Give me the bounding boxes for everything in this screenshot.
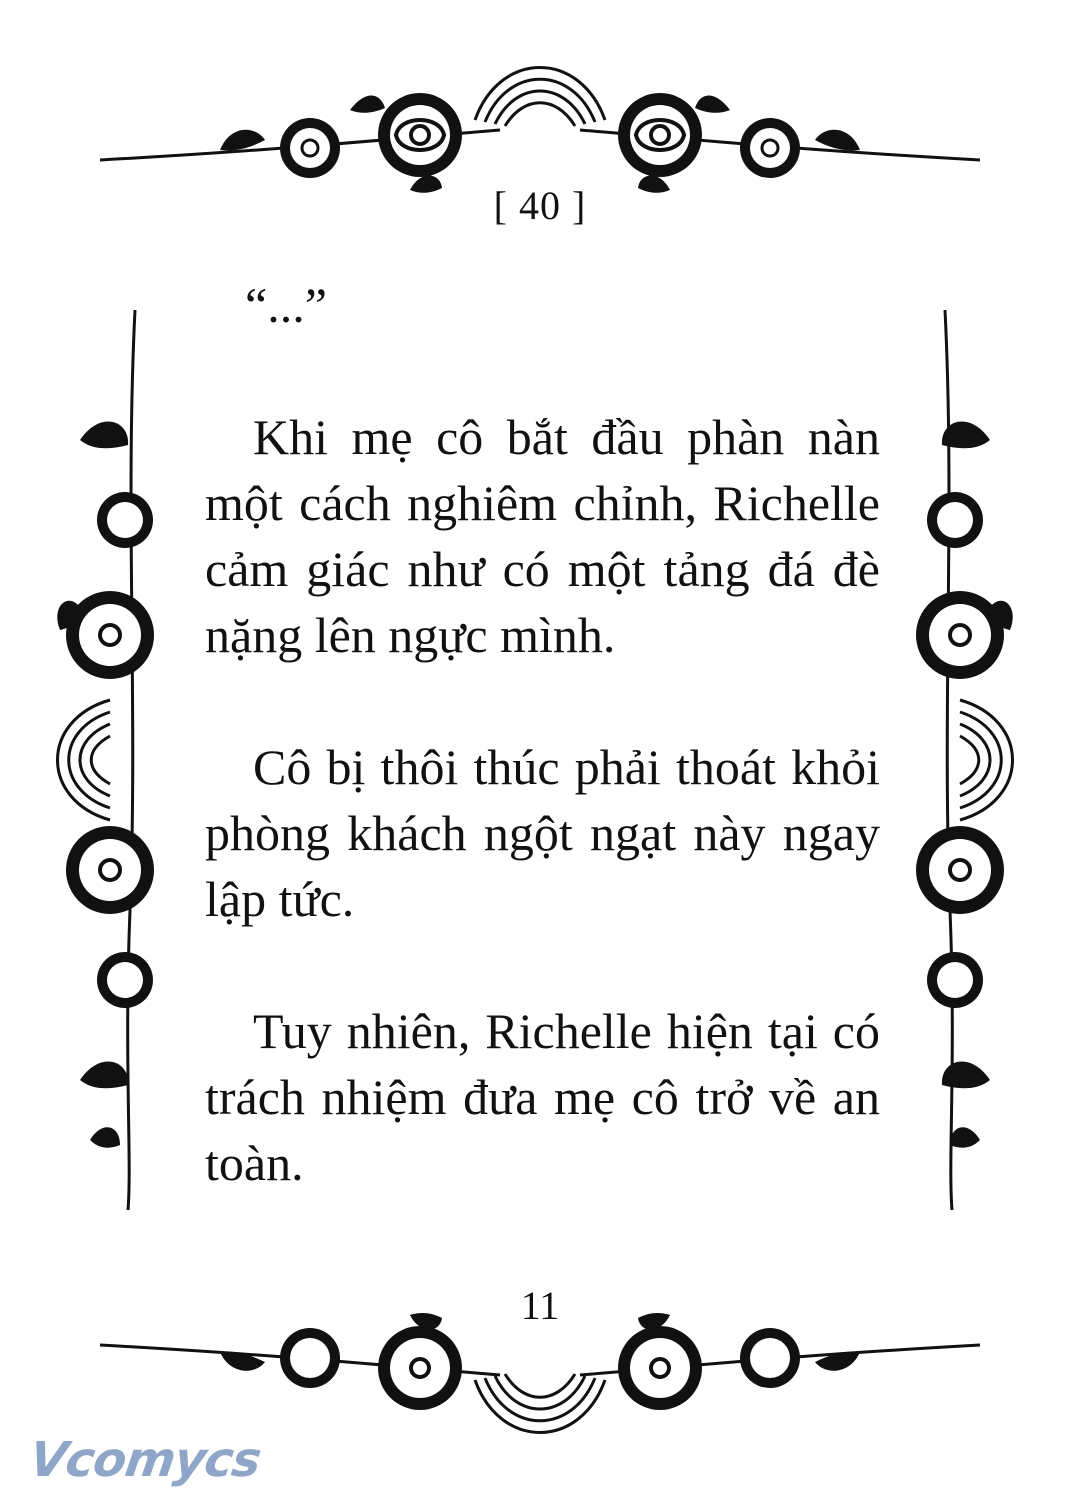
- left-rose-vine-ornament: [20, 310, 170, 1210]
- right-rose-vine-ornament: [900, 310, 1050, 1210]
- rose-icon: [378, 1326, 462, 1410]
- paragraph: Tuy nhiên, Richelle hiện tại có trách nhiệm đưa mẹ cô trở về an toàn.: [205, 1003, 880, 1191]
- rose-icon: [378, 93, 462, 177]
- rose-icon: [97, 952, 153, 1008]
- story-text: [205, 272, 880, 1196]
- rose-icon: [66, 591, 154, 679]
- rose-icon: [618, 93, 702, 177]
- rose-icon: [740, 118, 800, 178]
- rose-icon: [927, 492, 983, 548]
- watermark-logo: Vcomycs: [26, 1432, 264, 1488]
- rose-icon: [66, 826, 154, 914]
- rose-icon: [97, 492, 153, 548]
- rose-icon: [927, 952, 983, 1008]
- rose-icon: [280, 1328, 340, 1388]
- paragraph: Khi mẹ cô bắt đầu phàn nàn một cách nghiêm chỉnh, Richelle cảm giác như có một tảng đá đè nặng lên ngực mình.: [205, 409, 880, 663]
- chapter-number: [ 40 ]: [493, 183, 587, 228]
- paragraph: Cô bị thôi thúc phải thoát khỏi phòng khách ngột ngạt này ngay lập tức.: [205, 739, 880, 927]
- paragraph: “...”: [245, 277, 327, 333]
- rose-icon: [740, 1328, 800, 1388]
- rose-icon: [916, 591, 1004, 679]
- rose-icon: [618, 1326, 702, 1410]
- rose-icon: [280, 118, 340, 178]
- page-number: 11: [520, 1283, 560, 1328]
- rose-icon: [916, 826, 1004, 914]
